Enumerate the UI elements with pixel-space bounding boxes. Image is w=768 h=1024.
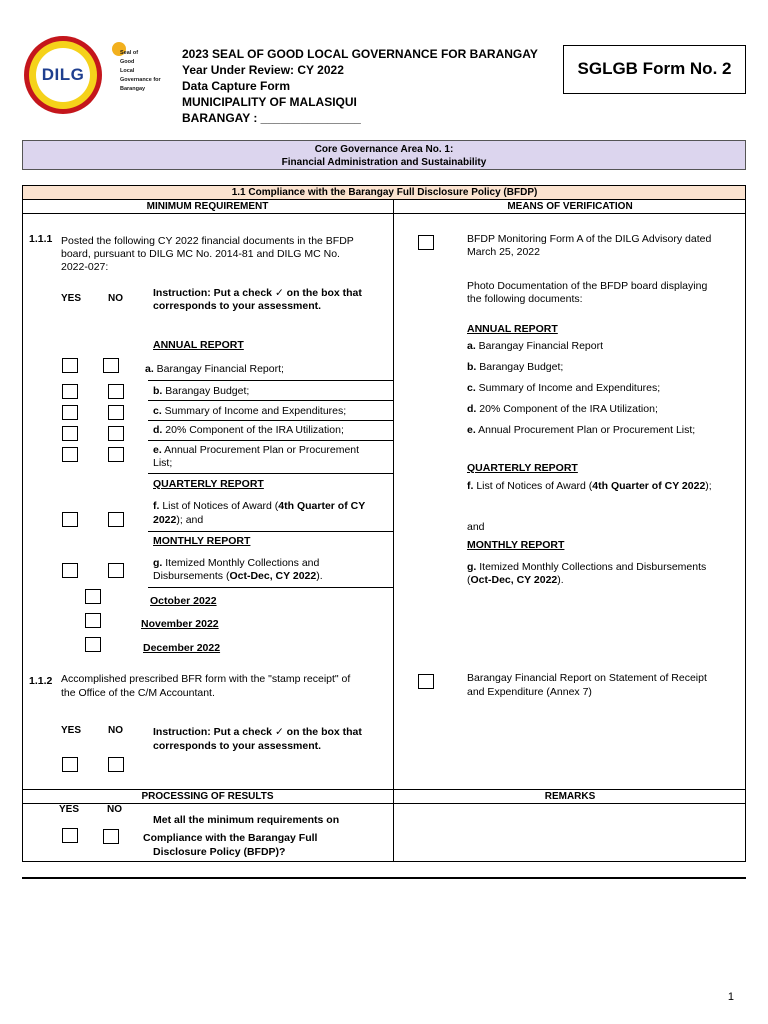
dilg-seal-text: DILG — [41, 64, 85, 84]
item-separator — [148, 440, 393, 441]
processing-yes-label: YES — [59, 804, 80, 815]
mov-text-line: Photo Documentation of the BFDP board displaying — [467, 280, 708, 292]
sglg-logo-line: Barangay — [120, 86, 146, 92]
mov-text-line: BFDP Monitoring Form A of the DILG Advisory dated — [467, 233, 712, 245]
mov-item-a — [467, 340, 603, 354]
item-e-label — [153, 444, 359, 458]
mov-monthly-report-heading: MONTHLY REPORT — [467, 539, 565, 551]
processing-question-line: Met all the minimum requirements on — [153, 814, 340, 826]
item-letter: b. — [153, 385, 163, 397]
item-c-no-checkbox[interactable] — [108, 405, 124, 420]
req-number-1-1-1: 1.1.1 — [29, 233, 53, 245]
mov-and: and — [467, 521, 485, 533]
item-text: ); — [705, 480, 712, 492]
item-text: ). — [316, 570, 323, 582]
header-form-type: Data Capture Form — [182, 79, 291, 93]
section-title: 1.1 Compliance with the Barangay Full Disclosure Policy (BFDP) — [23, 186, 746, 199]
quarterly-report-heading: QUARTERLY REPORT — [153, 478, 264, 490]
req-111-text-line: board, pursuant to DILG MC No. 2014-81 and DILG MC No. — [61, 248, 340, 260]
core-governance-area — [22, 140, 746, 170]
sglg-logo-line: Seal of — [120, 50, 139, 56]
item-letter: c. — [467, 382, 476, 394]
sglg-logo-line: Governance for — [120, 77, 161, 83]
item-separator — [148, 420, 393, 421]
item-a-no-checkbox[interactable] — [103, 358, 119, 373]
item-letter: b. — [467, 361, 477, 373]
mov-item-f — [467, 480, 712, 494]
item-letter: d. — [467, 403, 477, 415]
item-f-label-cont — [153, 514, 203, 528]
form-number-box: SGLGB Form No. 2 — [563, 45, 746, 94]
item-separator — [148, 400, 393, 401]
item-text: List of Notices of Award ( — [473, 480, 593, 492]
dilg-seal-logo — [24, 36, 102, 114]
req-number-1-1-2: 1.1.2 — [29, 675, 53, 687]
item-separator — [148, 531, 393, 532]
item-text: Barangay Financial Report; — [153, 363, 284, 375]
mov-112-text-line: Barangay Financial Report on Statement of Receipt — [467, 672, 707, 684]
yes-label: YES — [61, 725, 82, 736]
item-letter: d. — [153, 424, 163, 436]
item-letter: f. — [467, 480, 474, 492]
item-letter: a. — [467, 340, 476, 352]
item-letter: e. — [153, 444, 162, 456]
item-f-no-checkbox[interactable] — [108, 512, 124, 527]
item-e-label-cont: List; — [153, 457, 173, 469]
october-checkbox[interactable] — [85, 589, 101, 604]
mov-text-line: March 25, 2022 — [467, 246, 540, 258]
item-d-label — [153, 424, 344, 438]
item-letter: e. — [467, 424, 476, 436]
item-text: Itemized Monthly Collections and Disbursements — [476, 561, 707, 573]
item-a-yes-checkbox[interactable] — [62, 358, 78, 373]
page-number: 1 — [727, 991, 734, 1003]
req-112-text-line: Accomplished prescribed BFR form with the "stamp receipt" of — [61, 673, 351, 685]
req-111-text-line: Posted the following CY 2022 financial documents in the BFDP — [61, 235, 354, 247]
item-text: ). — [557, 574, 564, 586]
processing-no-label: NO — [107, 804, 122, 815]
november-checkbox[interactable] — [85, 613, 101, 628]
no-label: NO — [108, 725, 123, 736]
req-112-no-checkbox[interactable] — [108, 757, 124, 772]
item-separator — [148, 473, 393, 474]
col-header-remarks: REMARKS — [544, 791, 596, 802]
item-f-label — [153, 500, 365, 514]
core-area-name: Financial Administration and Sustainability — [281, 157, 487, 168]
processing-yes-checkbox[interactable] — [62, 828, 78, 843]
table-border-bottom — [22, 861, 746, 862]
month-october: October 2022 — [150, 595, 217, 607]
table-column-divider — [393, 199, 394, 862]
item-text: 20% Component of the IRA Utilization; — [476, 403, 658, 415]
item-b-yes-checkbox[interactable] — [62, 384, 78, 399]
processing-no-checkbox[interactable] — [103, 829, 119, 844]
header-title: 2023 SEAL OF GOOD LOCAL GOVERNANCE FOR BARANGAY — [182, 47, 538, 61]
mov-item-c — [467, 382, 660, 396]
item-text: Disbursements ( — [153, 570, 230, 582]
item-text: Annual Procurement Plan or Procurement List; — [475, 424, 696, 436]
mov-annual-report-heading: ANNUAL REPORT — [467, 323, 558, 335]
item-text: 20% Component of the IRA Utilization; — [162, 424, 344, 436]
page-bottom-rule — [22, 877, 746, 879]
item-text: List of Notices of Award ( — [159, 500, 279, 512]
req-111-text-line: 2022-027: — [61, 261, 109, 273]
item-g-label — [153, 557, 319, 571]
item-emphasis: Oct-Dec, CY 2022 — [470, 574, 558, 586]
item-emphasis: 4th Quarter of CY 2022 — [592, 480, 706, 492]
item-letter: f. — [153, 500, 160, 512]
processing-question-line: Compliance with the Barangay Full — [143, 832, 318, 844]
item-b-no-checkbox[interactable] — [108, 384, 124, 399]
table-rule — [22, 213, 746, 214]
item-emphasis: Oct-Dec, CY 2022 — [229, 570, 317, 582]
core-area-number: Core Governance Area No. 1: — [314, 144, 454, 155]
header-year: Year Under Review: CY 2022 — [182, 63, 344, 77]
col-header-means-of-verification: MEANS OF VERIFICATION — [507, 201, 633, 212]
sglg-logo — [112, 40, 170, 102]
month-december: December 2022 — [143, 642, 221, 654]
sglg-logo-line: Local — [120, 68, 135, 74]
mov-item-b — [467, 361, 563, 375]
mov-112-text-line: and Expenditure (Annex 7) — [467, 686, 592, 698]
item-text: Annual Procurement Plan or Procurement — [161, 444, 360, 456]
item-letter: g. — [153, 557, 163, 569]
item-g-yes-checkbox[interactable] — [62, 563, 78, 578]
item-emphasis: 4th Quarter of CY — [278, 500, 366, 512]
mov-item-d — [467, 403, 658, 417]
item-separator — [148, 587, 393, 588]
sglg-logo-line: Good — [120, 59, 135, 65]
month-november: November 2022 — [141, 618, 219, 630]
item-text: Summary of Income and Expenditures; — [161, 405, 347, 417]
col-header-min-requirement: MINIMUM REQUIREMENT — [146, 201, 269, 212]
item-text: Barangay Financial Report — [475, 340, 604, 352]
header-municipality: MUNICIPALITY OF MALASIQUI — [182, 95, 357, 109]
instruction-line: corresponds to your assessment. — [153, 300, 322, 312]
item-text: ); and — [176, 514, 204, 526]
december-checkbox[interactable] — [85, 637, 101, 652]
instruction-line: Instruction: Put a check ✓ on the box that — [153, 287, 362, 299]
mov-bfr-checkbox[interactable] — [418, 674, 434, 689]
item-letter: c. — [153, 405, 162, 417]
item-b-label — [153, 385, 249, 399]
item-emphasis: 2022 — [153, 514, 177, 526]
col-header-processing: PROCESSING OF RESULTS — [141, 791, 274, 802]
no-label: NO — [108, 293, 123, 304]
mov-item-e — [467, 424, 695, 438]
mov-item-g — [467, 561, 706, 575]
mov-text-line: the following documents: — [467, 293, 583, 305]
item-e-no-checkbox[interactable] — [108, 447, 124, 462]
form-header — [182, 46, 538, 126]
item-text: Itemized Monthly Collections and — [162, 557, 320, 569]
instruction-line: corresponds to your assessment. — [153, 740, 322, 752]
item-d-no-checkbox[interactable] — [108, 426, 124, 441]
item-text: Summary of Income and Expenditures; — [475, 382, 661, 394]
item-d-yes-checkbox[interactable] — [62, 426, 78, 441]
yes-label: YES — [61, 293, 82, 304]
item-letter: g. — [467, 561, 477, 573]
req-112-text-line: the Office of the C/M Accountant. — [61, 687, 215, 699]
table-rule — [22, 803, 746, 804]
processing-question-line: Disclosure Policy (BFDP)? — [153, 846, 286, 858]
monthly-report-heading: MONTHLY REPORT — [153, 535, 251, 547]
item-c-yes-checkbox[interactable] — [62, 405, 78, 420]
table-border-left — [22, 185, 23, 862]
item-g-label-cont — [153, 570, 323, 584]
mov-bfdp-form-checkbox[interactable] — [418, 235, 434, 250]
item-g-no-checkbox[interactable] — [108, 563, 124, 578]
header-barangay: BARANGAY : _______________ — [182, 111, 361, 125]
item-f-yes-checkbox[interactable] — [62, 512, 78, 527]
table-border-right — [745, 185, 746, 862]
item-a-label — [145, 363, 284, 377]
annual-report-heading: ANNUAL REPORT — [153, 339, 244, 351]
item-text: Barangay Budget; — [476, 361, 564, 373]
instruction-line: Instruction: Put a check ✓ on the box that — [153, 726, 362, 738]
item-letter: a. — [145, 363, 154, 375]
item-text: ( — [467, 574, 471, 586]
item-e-yes-checkbox[interactable] — [62, 447, 78, 462]
req-112-yes-checkbox[interactable] — [62, 757, 78, 772]
item-text: Barangay Budget; — [162, 385, 250, 397]
item-separator — [148, 380, 393, 381]
mov-item-g-cont — [467, 574, 564, 588]
mov-quarterly-report-heading: QUARTERLY REPORT — [467, 462, 578, 474]
item-c-label — [153, 405, 346, 419]
